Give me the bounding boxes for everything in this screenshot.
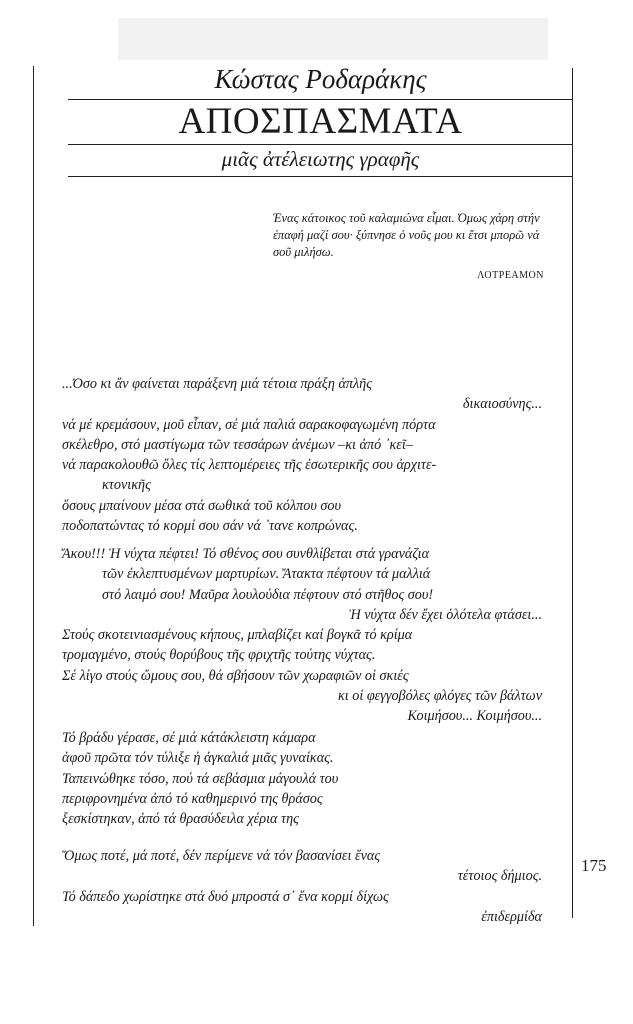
epigraph-attribution: ΛΟΤΡΕΑΜΟΝ [477,270,544,281]
right-margin-rule [572,68,573,918]
scan-shadow [118,18,548,60]
poem-line: Ἄκου!!! Ἡ νύχτα πέφτει! Τό σθένος σου συνθλίβεται στά γρανάζια [62,546,430,562]
poem-line: κι οἱ φεγγοβόλες φλόγες τῶν βάλτων [337,688,542,705]
left-margin-rule [33,66,34,926]
poem-line: κτονικῆς [102,477,151,494]
poem-line: Τό δάπεδο χωρίστηκε στά δυό μπροστά σ᾽ ἕνα κορμί δίχως [62,888,389,905]
page-title: ΑΠΟΣΠΑΣΜΑΤΑ [178,101,463,142]
poem-line: Στούς σκοτεινιασμένους κήπους, μπλαβίζει καί βογκᾶ τό κρίμα [62,627,413,644]
poem-line: δικαιοσύνης... [462,396,542,413]
poem-line: ...Όσο κι ἄν φαίνεται παράξενη μιά τέτοια πράξη ἁπλῆς [62,376,372,392]
poem-line: Ὅμως ποτέ, μά ποτέ, δέν περίμενε νά τόν βασανίσει ἕνας [62,848,381,864]
poem-line: νά μέ κρεμάσουν, μοῦ εἶπαν, σέ μιά παλιά σαρακοφαγωμένη πόρτα [62,416,436,433]
stanza-3 [62,728,542,829]
poem-line: Τό βράδυ γέρασε, σέ μιά κάτάκλειστη κάμαρα [62,730,316,746]
epigraph-line: Ένας κάτοικος τοῦ καλαμιώνα εἶμαι. Όμως χάρη στήν [273,211,540,225]
stanza-1 [62,374,542,536]
poem-line: ποδοπατώντας τό κορμί σου σάν νά ᾽τανε κοπρώνας. [62,518,358,535]
header-rule-bottom [68,176,573,177]
poem-line: τρομαγμένο, στούς θορύβους τῆς φριχτῆς τούτης νύχτας. [62,647,376,664]
poem-line: τῶν ἐκλεπτυσμένων μαρτυρίων. Ἄτακτα πέφτουν τά μαλλιά [102,566,431,583]
page-subtitle: μιᾶς ἀτέλειωτης γραφῆς [221,147,420,171]
poem-line: Σέ λίγο στούς ὤμους σου, θά σβήσουν τῶν χωραφιῶν οἱ σκιές [62,667,409,684]
poem-line: στό λαιμό σου! Μαῦρα λουλούδια πέφτουν στό στῆθος σου! [102,586,434,603]
poem-line: ἐπιδερμίδα [481,908,542,925]
stanza-4 [62,846,542,927]
poem-line: νά παρακολουθῶ ὅλες τίς λεπτομέρειες τῆς ἐσωτερικῆς σου ἀρχιτε- [62,457,437,474]
poem-line: σκέλεθρο, στό μαστίγωμα τῶν τεσσάρων ἀνέμων –κι ἀπό ᾽κεῖ– [62,436,413,453]
epigraph-line: σοῦ μιλήσω. [273,245,334,259]
poem-line: τέτοιος δήμιος. [457,868,542,885]
poem-line: Κοιμήσου... Κοιμήσου... [407,708,542,725]
poem-line: Ἡ νύχτα δέν ἔχει ὁλότελα φτάσει... [349,606,542,623]
stanza-2 [62,544,542,727]
poem-line: Ταπεινώθηκε τόσο, πού τά σεβάσμια μάγουλά του [62,770,339,787]
author-name: Κώστας Ροδαράκης [214,64,427,94]
poem-line: περιφρονημένα ἀπό τό καθημερινό της θράσος [62,790,323,807]
poem-line: ἀφοῦ πρῶτα τόν τύλιξε ἡ ἀγκαλιά μιᾶς γυναίκας. [62,750,334,767]
poem-line: ὅσους μπαίνουν μέσα στά σωθικά τοῦ κόλπου σου [62,497,342,514]
epigraph [273,210,545,261]
epigraph-line: ἐπαφή μαζί σου· ξύπνησε ὁ νοῦς μου κι ἔτσι μπορῶ νά [273,228,540,242]
poem-line: ξεσκίστηκαν, ἀπό τά θρασύδειλα χέρια της [62,811,299,828]
page-number: 175 [581,856,607,875]
